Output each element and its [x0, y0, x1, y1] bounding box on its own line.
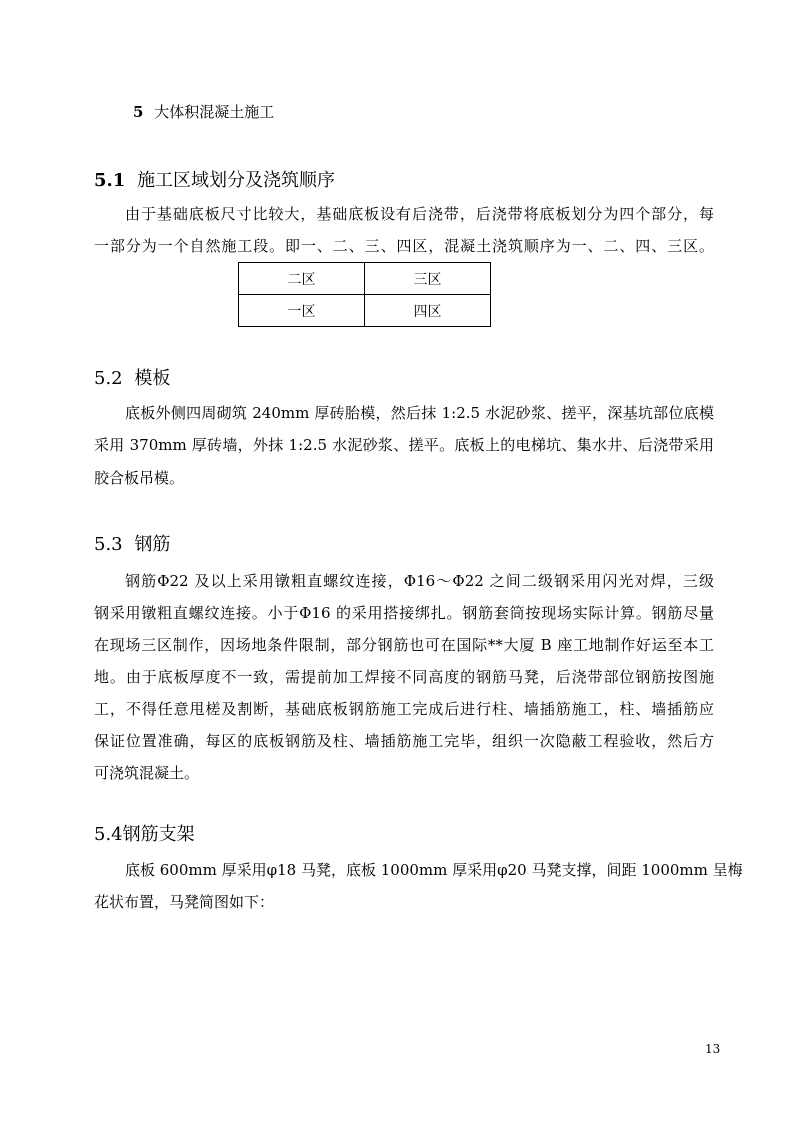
section-5-3-heading: [94, 533, 170, 557]
paragraph-line: 花状布置，马凳简图如下：: [94, 893, 275, 911]
table-row: [239, 263, 491, 295]
chapter-title: 大体积混凝土施工: [154, 103, 275, 121]
paragraph-line: 底板 600mm 厚采用φ18 马凳，底板 1000mm 厚采用φ20 马凳支撑，间距 1000mm 呈梅: [125, 861, 743, 879]
section-title: 钢筋支架: [122, 824, 195, 845]
chapter-heading: [133, 101, 274, 122]
paragraph-line: 底板外侧四周砌筑 240mm 厚砖胎模，然后抹 1:2.5 水泥砂浆、搓平，深基坑部位底模: [125, 404, 714, 422]
paragraph-line: 在现场三区制作，因场地条件限制，部分钢筋也可在国际**大厦 B 座工地制作好运至本工: [94, 636, 714, 654]
paragraph-line: 工，不得任意甩槎及割断，基础底板钢筋施工完成后进行柱、墙插筋施工，柱、墙插筋应: [94, 700, 714, 718]
chapter-number: 5: [133, 103, 144, 121]
paragraph-line: 钢采用镦粗直螺纹连接。小于Φ16 的采用搭接绑扎。钢筋套筒按现场实际计算。钢筋尽量: [94, 604, 714, 622]
table-cell: 三区: [365, 263, 491, 295]
table-cell: 四区: [365, 295, 491, 327]
paragraph-line: 一部分为一个自然施工段。即一、二、三、四区，混凝土浇筑顺序为一、二、四、三区。: [94, 237, 714, 255]
section-title: 钢筋: [134, 534, 171, 555]
section-title: 模板: [134, 368, 171, 389]
zone-table: [238, 262, 491, 327]
paragraph-line: 保证位置准确，每区的底板钢筋及柱、墙插筋施工完毕，组织一次隐蔽工程验收，然后方: [94, 732, 714, 750]
table-cell: 二区: [239, 263, 365, 295]
table-cell: 一区: [239, 295, 365, 327]
section-number: 5.1: [94, 170, 126, 191]
paragraph-line: 可浇筑混凝土。: [94, 764, 200, 782]
section-5-2-heading: [94, 367, 170, 391]
table-row: [239, 295, 491, 327]
paragraph-line: 由于基础底板尺寸比较大，基础底板设有后浇带，后浇带将底板划分为四个部分，每: [125, 205, 714, 223]
paragraph-line: 胶合板吊模。: [94, 469, 185, 487]
section-number: 5.3: [94, 534, 123, 555]
paragraph-line: 钢筋Φ22 及以上采用镦粗直螺纹连接，Φ16～Φ22 之间二级钢采用闪光对焊，三级: [125, 572, 714, 590]
paragraph-line: 采用 370mm 厚砖墙，外抹 1:2.5 水泥砂浆、搓平。底板上的电梯坑、集水井、后浇带采用: [94, 436, 714, 454]
section-number: 5.2: [94, 368, 123, 389]
paragraph-line: 地。由于底板厚度不一致，需提前加工焊接不同高度的钢筋马凳，后浇带部位钢筋按图施: [94, 668, 714, 686]
section-number: 5.4: [94, 824, 123, 845]
section-5-4-heading: [94, 823, 195, 847]
page-number: 13: [705, 1042, 721, 1056]
section-5-1-heading: [94, 169, 335, 193]
section-title: 施工区域划分及浇筑顺序: [137, 170, 336, 191]
